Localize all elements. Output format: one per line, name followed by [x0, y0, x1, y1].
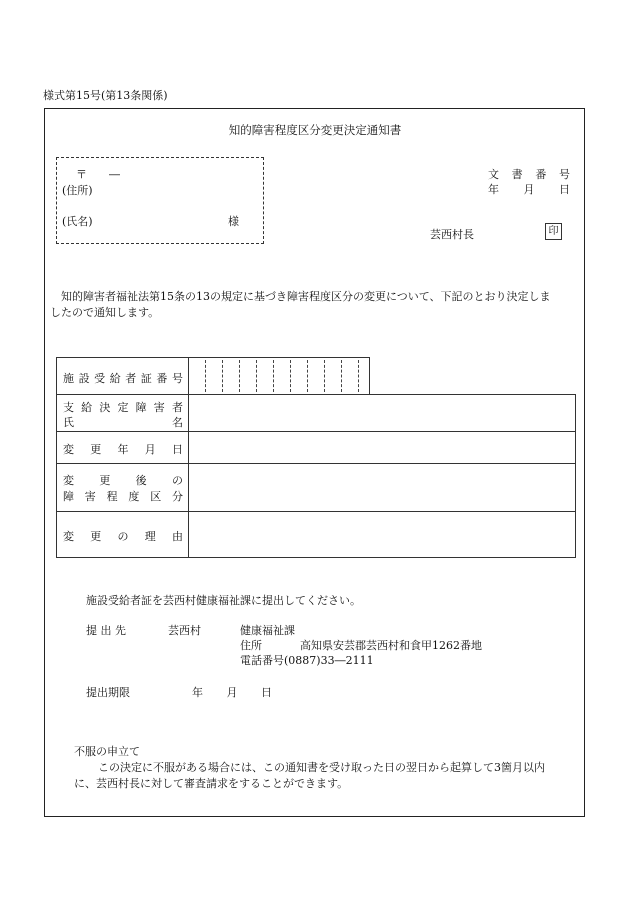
char: 程 — [106, 490, 118, 503]
submit-phone: 電話番号(0887)33―2111 — [240, 654, 374, 667]
digit-divider — [273, 360, 274, 392]
char: 月 — [523, 183, 535, 196]
char: 設 — [78, 372, 90, 385]
appeal-heading: 不服の申立て — [74, 745, 140, 758]
char: 文 — [488, 168, 499, 181]
new-level-label-line-2 — [63, 488, 183, 504]
char: の — [171, 474, 183, 487]
char: 号 — [171, 372, 183, 385]
char: 号 — [558, 168, 570, 181]
char: 支 — [63, 401, 74, 414]
info-table — [56, 394, 576, 558]
char: 給 — [81, 401, 93, 414]
char: 証 — [140, 372, 152, 385]
char: 番 — [156, 372, 168, 385]
char: 書 — [511, 168, 523, 181]
digit-divider — [358, 360, 359, 392]
digit-divider — [290, 360, 291, 392]
char: 日 — [172, 443, 183, 456]
submit-destination-label: 提 出 先 — [86, 624, 126, 637]
char: 給 — [109, 372, 121, 385]
certificate-number-label — [63, 370, 183, 386]
name-label: (氏名) — [62, 215, 93, 228]
submit-address: 高知県安芸郡芸西村和食甲1262番地 — [300, 639, 482, 652]
char: 受 — [94, 372, 106, 385]
certificate-number-row — [56, 357, 370, 394]
char: 者 — [171, 401, 183, 414]
body-text-line-1: 知的障害者福祉法第15条の13の規定に基づき障害程度区分の変更について、下記のとおり決定しま — [50, 290, 551, 303]
char: 定 — [117, 401, 129, 414]
char: 施 — [63, 372, 74, 385]
char: 月 — [226, 686, 238, 699]
digit-divider — [239, 360, 240, 392]
submit-notice: 施設受給者証を芸西村健康福祉課に提出してください。 — [86, 594, 361, 607]
submit-address-label: 住所 — [240, 639, 262, 652]
digit-divider — [341, 360, 342, 392]
char: 分 — [171, 490, 183, 503]
deadline-label: 提出期限 — [86, 686, 130, 699]
char: 更 — [90, 530, 102, 543]
deadline-date — [192, 684, 272, 700]
char: 障 — [135, 401, 147, 414]
char: 更 — [90, 443, 102, 456]
change-date-label — [63, 441, 183, 457]
char: 氏 — [63, 416, 74, 429]
digit-divider — [222, 360, 223, 392]
honorific-sama: 様 — [228, 215, 239, 228]
digit-divider — [205, 360, 206, 392]
body-text-line-2: したので通知します。 — [50, 306, 160, 319]
char: 日 — [559, 183, 570, 196]
appeal-text-line-1: この決定に不服がある場合には、この通知書を受け取った日の翌日から起算して3箇月以内 — [98, 761, 545, 774]
issuer-title: 芸西村長 — [430, 228, 474, 241]
char: の — [117, 530, 129, 543]
char: 年 — [488, 183, 499, 196]
change-reason-label — [63, 528, 183, 544]
char: 番 — [535, 168, 547, 181]
beneficiary-label-line-2 — [63, 414, 183, 430]
postal-code-mark: 〒 ― — [76, 168, 120, 181]
char: 日 — [261, 686, 272, 699]
char: 後 — [135, 474, 147, 487]
digit-divider — [256, 360, 257, 392]
char: 者 — [125, 372, 137, 385]
submit-village: 芸西村 — [168, 624, 201, 637]
char: 変 — [63, 474, 74, 487]
beneficiary-label-line-1 — [63, 399, 183, 415]
char: 決 — [99, 401, 111, 414]
digit-divider — [307, 360, 308, 392]
char: 区 — [150, 490, 162, 503]
official-seal-mark: 印 — [545, 223, 562, 240]
char: 障 — [63, 490, 74, 503]
char: 由 — [172, 530, 183, 543]
new-level-label-line-1 — [63, 472, 183, 488]
char: 名 — [172, 416, 183, 429]
char: 変 — [63, 443, 74, 456]
appeal-text-line-2: に、芸西村長に対して審査請求をすることができます。 — [74, 777, 349, 790]
char: 理 — [144, 530, 156, 543]
address-label: (住所) — [62, 184, 93, 197]
char: 年 — [192, 686, 203, 699]
char: 変 — [63, 530, 74, 543]
document-date-label — [488, 181, 570, 197]
digit-divider — [324, 360, 325, 392]
submit-department: 健康福祉課 — [240, 624, 295, 637]
char: 害 — [84, 490, 96, 503]
char: 月 — [144, 443, 156, 456]
char: 更 — [99, 474, 111, 487]
form-number-label: 様式第15号(第13条関係) — [43, 89, 168, 102]
char: 害 — [153, 401, 165, 414]
char: 年 — [117, 443, 129, 456]
document-title: 知的障害程度区分変更決定通知書 — [228, 123, 402, 137]
char: 度 — [128, 490, 140, 503]
document-number-label — [488, 166, 570, 182]
